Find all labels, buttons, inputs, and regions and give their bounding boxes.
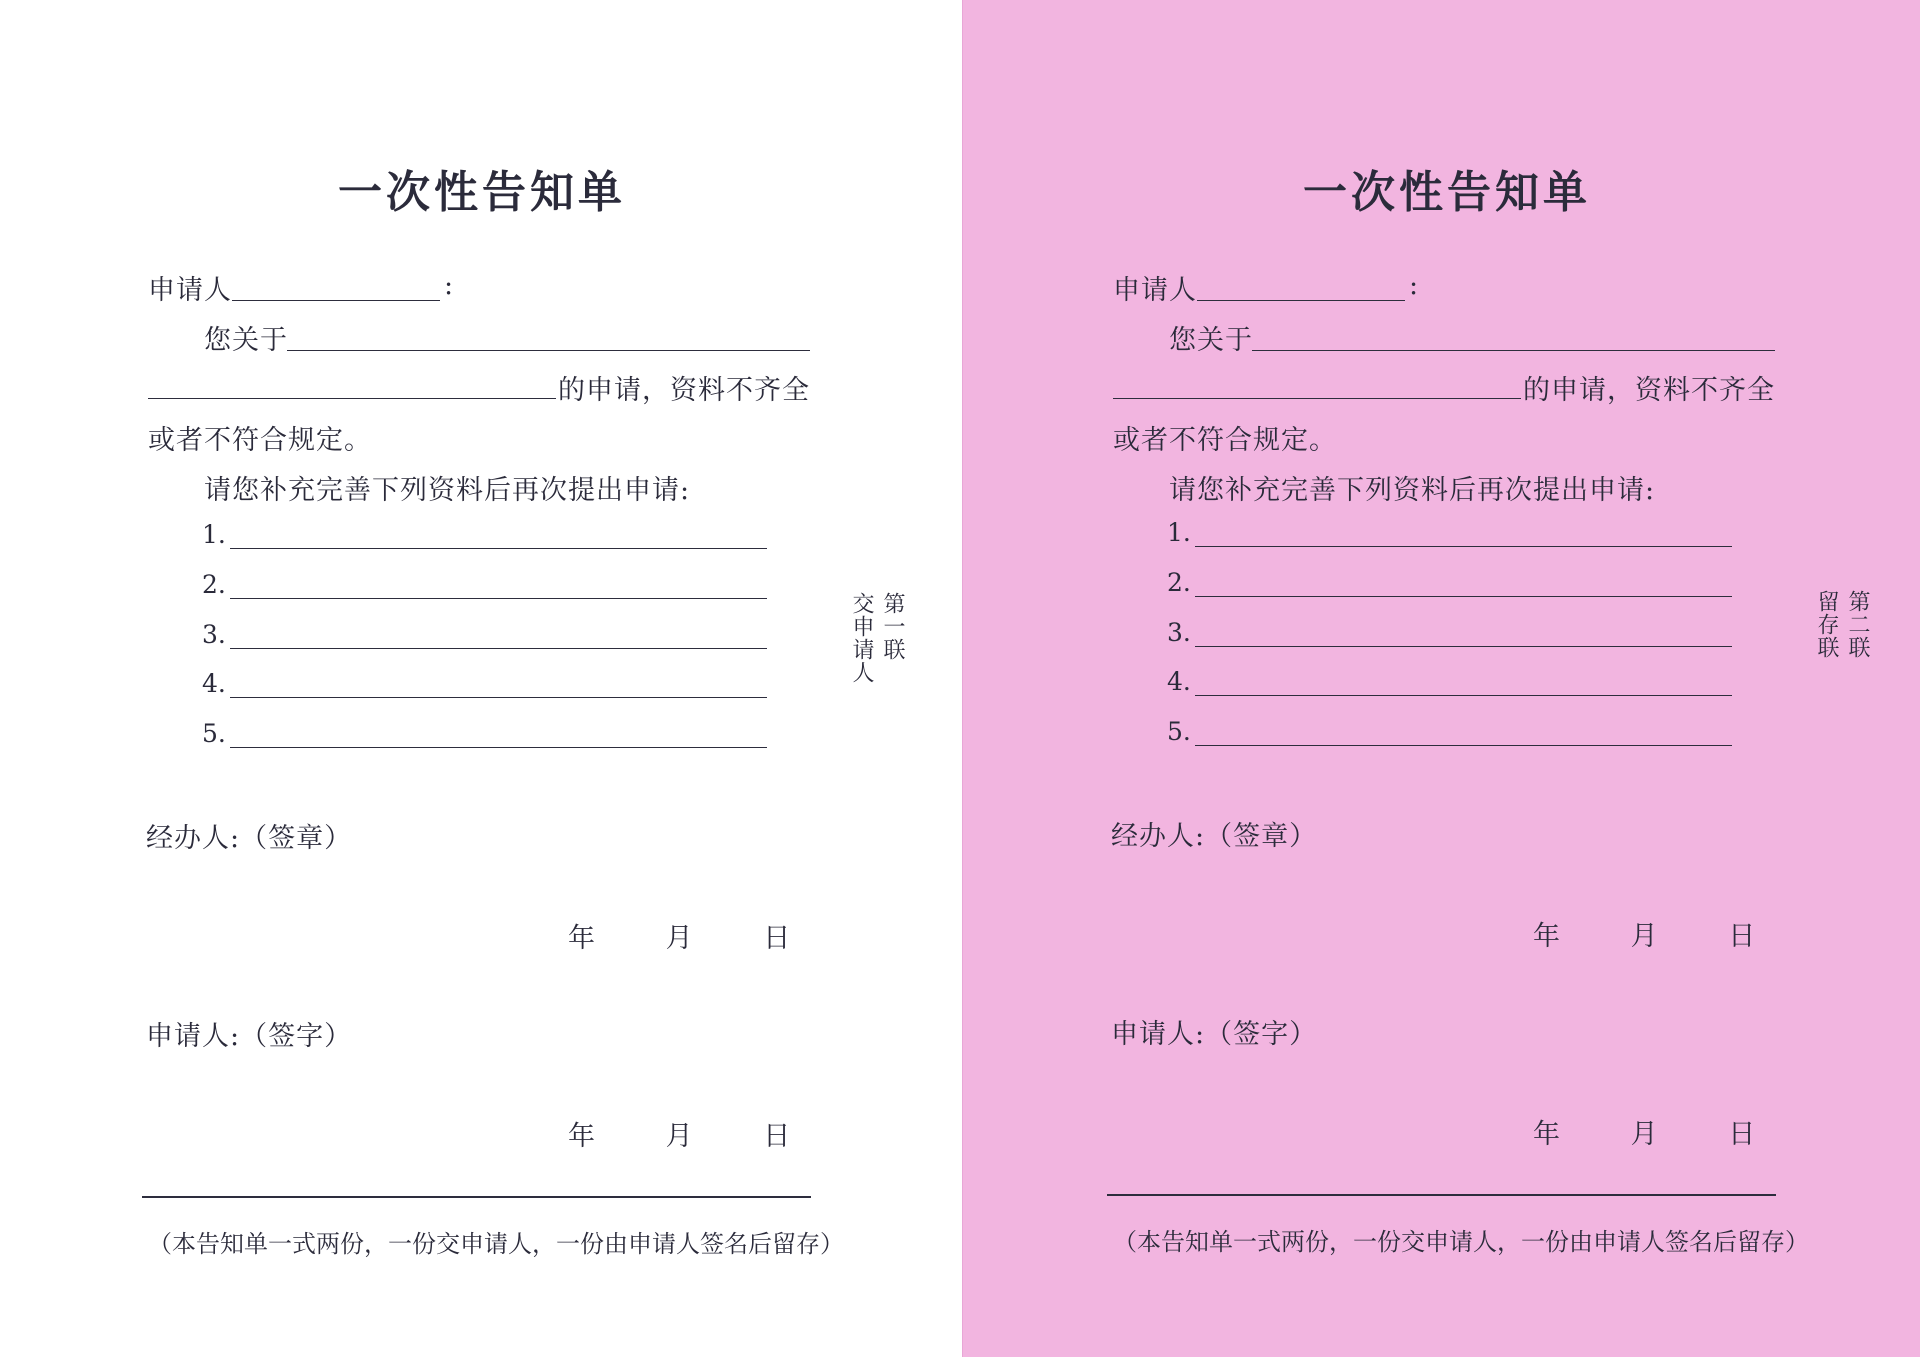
month-label: 月 xyxy=(1630,921,1659,952)
instruction-text: 请您补充完善下列资料后再次提出申请: xyxy=(1169,475,1656,506)
item-blank-4[interactable] xyxy=(230,697,767,698)
form-copy-second xyxy=(962,0,1920,1357)
item-blank-4[interactable] xyxy=(1195,695,1732,696)
copy-label: 第一联 xyxy=(880,592,905,661)
footer-divider xyxy=(142,1196,811,1198)
item-blank-3[interactable] xyxy=(230,648,767,649)
footnote: （本告知单一式两份，一份交申请人，一份由申请人签名后留存） xyxy=(148,1230,844,1258)
form-title: 一次性告知单 xyxy=(1303,167,1591,218)
applicant-colon: : xyxy=(1409,270,1420,301)
item-number: 4. xyxy=(202,669,226,698)
item-blank-2[interactable] xyxy=(230,598,767,599)
item-number: 5. xyxy=(202,719,226,748)
handler-label: 经办人:（签章） xyxy=(1111,821,1318,852)
day-label: 日 xyxy=(1728,1119,1757,1150)
item-blank-2[interactable] xyxy=(1195,596,1732,597)
copy-purpose: 留存联 xyxy=(1814,590,1839,659)
month-label: 月 xyxy=(665,1121,694,1152)
applicant-sign-label: 申请人:（签字） xyxy=(1111,1019,1318,1050)
applicant-sign-label: 申请人:（签字） xyxy=(146,1021,353,1052)
item-number: 4. xyxy=(1167,667,1191,696)
noncompliant-text: 或者不符合规定。 xyxy=(1113,425,1337,456)
handler-date xyxy=(1533,914,1756,953)
footnote: （本告知单一式两份，一份交申请人，一份由申请人签名后留存） xyxy=(1113,1228,1809,1256)
copy-designation xyxy=(846,592,908,684)
item-blank-1[interactable] xyxy=(1195,546,1732,547)
regarding-label: 您关于 xyxy=(1169,325,1253,356)
item-number: 3. xyxy=(1167,618,1191,647)
day-label: 日 xyxy=(763,923,792,954)
instruction-text: 请您补充完善下列资料后再次提出申请: xyxy=(204,475,691,506)
item-blank-5[interactable] xyxy=(230,747,767,748)
item-number: 3. xyxy=(202,620,226,649)
day-label: 日 xyxy=(1728,921,1757,952)
noncompliant-text: 或者不符合规定。 xyxy=(148,425,372,456)
applicant-date xyxy=(1533,1112,1756,1151)
footer-divider xyxy=(1107,1194,1776,1196)
applicant-label: 申请人 xyxy=(148,275,232,306)
item-blank-3[interactable] xyxy=(1195,646,1732,647)
handler-label: 经办人:（签章） xyxy=(146,823,353,854)
item-number: 1. xyxy=(202,520,226,549)
year-label: 年 xyxy=(568,1121,596,1152)
item-blank-5[interactable] xyxy=(1195,745,1732,746)
item-number: 2. xyxy=(202,570,226,599)
item-number: 5. xyxy=(1167,717,1191,746)
handler-date xyxy=(568,916,791,955)
form-title: 一次性告知单 xyxy=(338,167,626,218)
month-label: 月 xyxy=(1630,1119,1659,1150)
copy-purpose: 交申请人 xyxy=(849,592,874,684)
applicant-label: 申请人 xyxy=(1113,275,1197,306)
regarding-blank-2[interactable] xyxy=(148,398,556,399)
applicant-colon: : xyxy=(444,270,455,301)
regarding-label: 您关于 xyxy=(204,325,288,356)
applicant-name-blank[interactable] xyxy=(1197,300,1405,301)
applicant-date xyxy=(568,1114,791,1153)
year-label: 年 xyxy=(1533,921,1561,952)
item-number: 2. xyxy=(1167,568,1191,597)
regarding-blank-1[interactable] xyxy=(287,350,810,351)
item-number: 1. xyxy=(1167,518,1191,547)
year-label: 年 xyxy=(1533,1119,1561,1150)
year-label: 年 xyxy=(568,923,596,954)
application-text: 的申请，资料不齐全 xyxy=(1523,375,1775,406)
copy-label: 第二联 xyxy=(1845,590,1870,659)
application-text: 的申请，资料不齐全 xyxy=(558,375,810,406)
applicant-name-blank[interactable] xyxy=(232,300,440,301)
regarding-blank-2[interactable] xyxy=(1113,398,1521,399)
copy-designation xyxy=(1811,590,1873,659)
item-blank-1[interactable] xyxy=(230,548,767,549)
month-label: 月 xyxy=(665,923,694,954)
regarding-blank-1[interactable] xyxy=(1252,350,1775,351)
day-label: 日 xyxy=(763,1121,792,1152)
